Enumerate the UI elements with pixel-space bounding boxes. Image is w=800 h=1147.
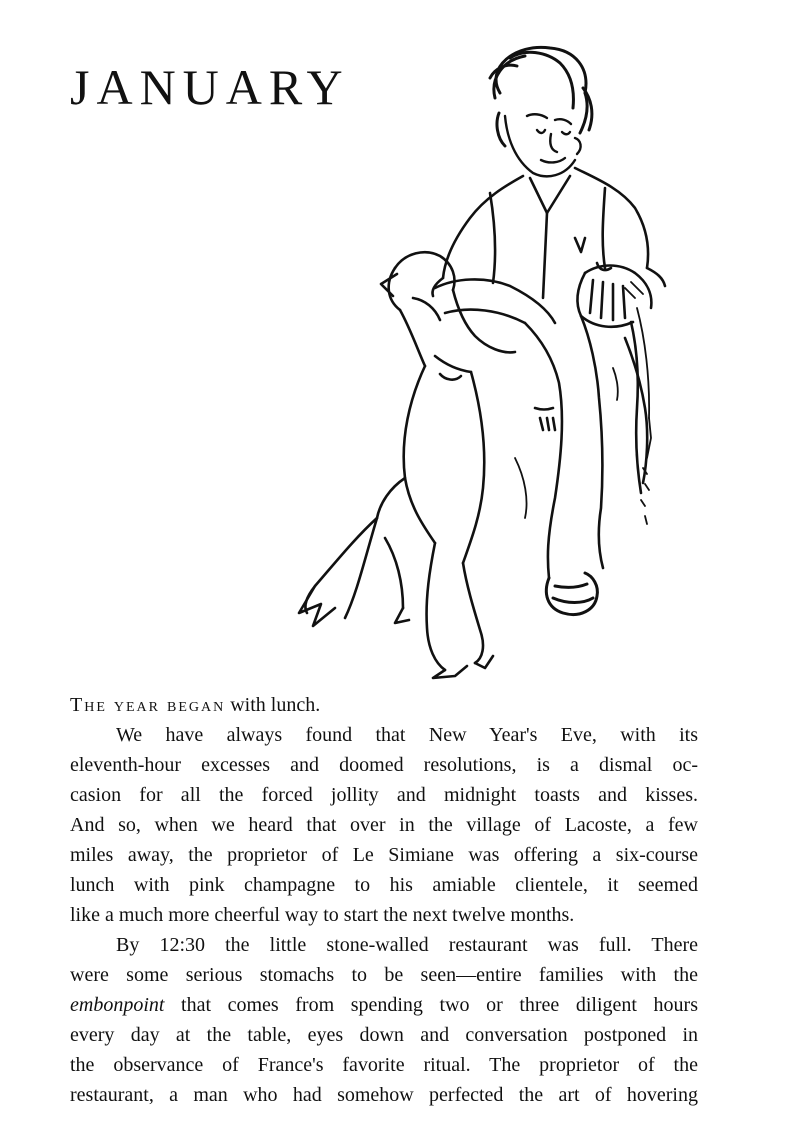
paragraph-2-line: eleventh-hour excesses and doomed resolutions, is a dismal oc- xyxy=(70,754,698,776)
paragraph-3-line xyxy=(70,990,698,1020)
paragraph-2-line: lunch with pink champagne to his amiable clientele, it seemed xyxy=(70,874,698,896)
paragraph-3-line: By 12:30 the little stone-walled restaurant was full. There xyxy=(116,934,698,956)
paragraph-3-line: every day at the table, eyes down and conversation postponed in xyxy=(70,1024,698,1046)
italic-word: embonpoint xyxy=(70,994,165,1016)
opening-paragraph xyxy=(70,690,698,720)
paragraph-2-line: We have always found that New Year's Eve, with its xyxy=(116,724,698,746)
paragraph-3-line: the observance of France's favorite ritual. The proprietor of the xyxy=(70,1054,698,1076)
paragraph-2-line: miles away, the proprietor of Le Simiane was offering a six-course xyxy=(70,844,698,866)
legs xyxy=(525,316,647,578)
opening-small-caps: The year began xyxy=(70,694,226,716)
paragraph-2 xyxy=(70,720,698,930)
chapter-title: JANUARY xyxy=(70,59,350,115)
paragraph-3-line-rest: that comes from spending two or three diligent hours xyxy=(164,994,698,1016)
paragraph-2-line: And so, when we heard that over in the village of Lacoste, a few xyxy=(70,814,698,836)
sketch-illustration xyxy=(285,38,685,683)
hair xyxy=(490,47,592,146)
paragraph-2-line: like a much more cheerful way to start the next twelve months. xyxy=(70,904,575,926)
body-text xyxy=(70,690,698,1110)
paragraph-3-line: were some serious stomachs to be seen—entire families with the xyxy=(70,964,698,986)
paragraph-3 xyxy=(70,930,698,1110)
paragraph-2-line: casion for all the forced jollity and midnight toasts and kisses. xyxy=(70,784,698,806)
opening-rest: with lunch. xyxy=(225,694,321,716)
dog-body xyxy=(299,366,493,678)
paragraph-3-line: restaurant, a man who had somehow perfected the art of hovering xyxy=(70,1084,698,1106)
face xyxy=(505,114,581,176)
shoe xyxy=(546,573,597,614)
